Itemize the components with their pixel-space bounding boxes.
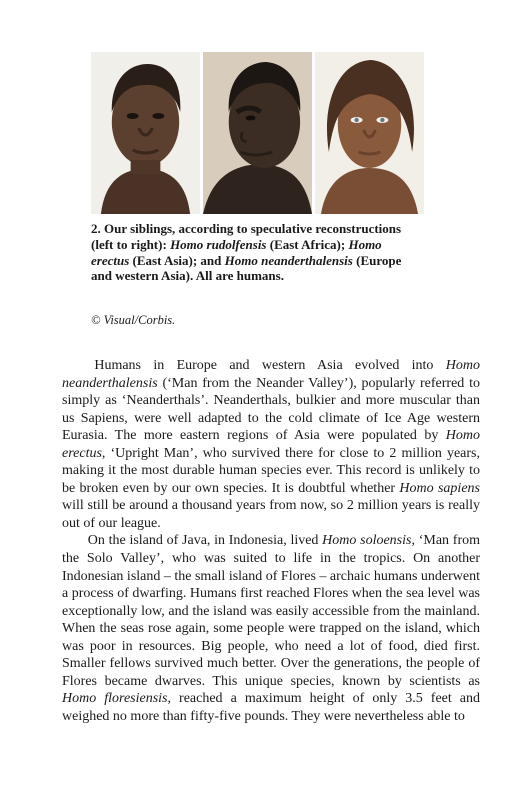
figure-photos xyxy=(91,52,424,214)
species-name: Homo neanderthalensis xyxy=(62,358,481,391)
paragraph-text: , ‘Man from the Solo Valley’, who was suited to life in the tropics. On another Indonesian island – the small island of Flores – archaic humans underwent a process of dwarfing. Humans first reached Flores when the sea level was exceptionally low, and the island was easily accessible from the mainland. When the seas rose again, some people were trapped on the island, which was poor in resources. Big people, who need a lot of food, died first. Smaller fellows survived much better. Over the generations, the people of Flores became dwarves. This unique species, known by scientists as xyxy=(62,533,481,689)
paragraph-text: will still be around a thousand years from now, so 2 million years is really out of our league. xyxy=(62,498,480,531)
paragraph-2 xyxy=(62,532,480,725)
caption-text: (Europe and western Asia). All are humans. xyxy=(91,252,402,284)
paragraph-text: On the island of Java, in Indonesia, lived xyxy=(87,533,323,549)
paragraph-text: (‘Man from the Neander Valley’), popularly referred to simply as ‘Neanderthals’. Neanderthals, bulkier and more muscular than us Sapiens, were well adapted to the cold climate of Ice Age western Eurasia. The more eastern regions of Asia were populated by xyxy=(62,375,480,444)
species-name: Homo soloensis xyxy=(322,533,412,549)
paragraph-text: , ‘Upright Man’, who survived there for close to 2 million years, making it the most durable human species ever. This record is unlikely to be broken even by our own species. It is doubtful whether xyxy=(62,445,480,496)
caption-species-name: Homo neanderthalensis xyxy=(224,252,353,268)
body-text xyxy=(62,357,480,725)
species-name: Homo erectus xyxy=(62,428,480,461)
caption-species-name: Homo erectus xyxy=(91,236,382,268)
caption-text: (East Africa); xyxy=(266,236,349,252)
photo-homo-neanderthalensis xyxy=(315,52,424,214)
caption-text: 2. Our siblings, according to speculative reconstructions (left to right): xyxy=(91,221,402,252)
caption-text: (East Asia); and xyxy=(129,252,225,268)
species-name: Homo floresiensis xyxy=(62,691,168,707)
figure-caption xyxy=(91,221,423,284)
photo-credit: © Visual/Corbis. xyxy=(91,313,176,327)
paragraph-text: , reached a maximum height of only 3.5 feet and weighed no more than fifty-five pounds. They were nevertheless able to xyxy=(62,691,480,724)
paragraph-text: Humans in Europe and western Asia evolved into xyxy=(94,358,446,373)
species-name: Homo sapiens xyxy=(399,480,480,496)
paragraph-1 xyxy=(62,357,480,532)
caption-species-name: Homo rudolfensis xyxy=(170,236,267,252)
photo-homo-rudolfensis xyxy=(91,52,200,214)
photo-homo-erectus xyxy=(203,52,312,214)
